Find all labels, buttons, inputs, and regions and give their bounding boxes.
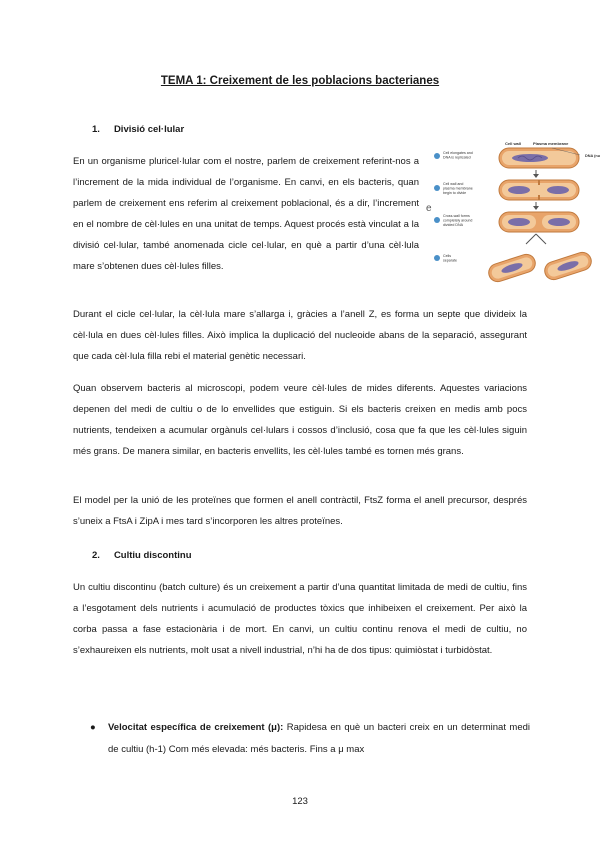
step-3-label: Cross-wall forms completely around divided DNA [443, 214, 473, 227]
paragraph-microscope: Quan observem bacteris al microscopi, podem veure cèl·lules de mides diferents. Aquestes variacions depenen del medi de cultiu o de lo envellides que estiguin. Si els bacteris creixen en medis amb pocs nutrients, tendeixen a acumular orgànuls cel·lulars i cossos d’inclusió, cosa que fa que les cèl·lules siguin més grans. De manera similar, en bacteris envellits, les cèl·lules també es tornen més grans. [73, 383, 527, 457]
bullet-definition: Rapidesa en què un bacteri creix en un determinat medi de cultiu (h-1) Com més elevada: més bacteris. Fins a μ max [108, 722, 530, 755]
section-heading-2 [92, 550, 192, 561]
page-number: 123 [292, 796, 308, 807]
step-1-label: Cell elongates and DNA is replicated [443, 151, 473, 160]
section-title: Divisió cel·lular [113, 124, 185, 135]
step-2-label: Cell wall and plasma membrane begin to divide [443, 182, 473, 195]
paragraph-ftsz: El model per la unió de les proteïnes que formen el anell contràctil, FtsZ forma el anell precursor, després s’uneix a FtsA i ZipA i mes tard s’incorporen les altres proteïnes. [73, 495, 527, 527]
step-4-label: Cells separate [443, 254, 457, 263]
step-1-bullet [434, 153, 440, 159]
figure-label-cell-wall: Cell wall [505, 141, 522, 146]
paragraph-cycle: Durant el cicle cel·lular, la cèl·lula mare s’allarga i, gràcies a l’anell Z, es forma un septe que divideix la cèl·lula en dues cèl·lules filles. Això implica la duplicació del nucleoide abans de la separació, assegurant que cada cèl·lula filla rebi el material genètic necessari. [73, 309, 527, 362]
cell-division-figure [430, 140, 600, 295]
step-3-bullet [434, 217, 440, 223]
figure-edge-letter: e [426, 203, 432, 214]
section-heading-1 [92, 124, 184, 135]
paragraph-intro: En un organisme pluricel·lular com el nostre, parlem de creixement referint-nos a l’increment de la mida individual de l’organisme. En canvi, en els bacteris, quan parlem de creixement ens referim al creixement poblacional, és a dir, l’increment en el nombre de cèl·lules en una unitat de temps. Aquest procés està vinculat a la divisió cel·lular, també anomenada cicle cel·lular, en què a partir d’una cèl·lula mare s’obtenen dues cèl·lules filles. [73, 156, 419, 272]
dna-nucleoid [512, 154, 548, 162]
figure-label-dna: DNA (nu [585, 154, 600, 158]
step-4-bullet [434, 255, 440, 261]
page-title: TEMA 1: Creixement de les poblacions bacterianes [160, 75, 440, 87]
figure-label-plasma-membrane: Plasma membrane [533, 141, 569, 146]
bullet-term: Velocitat específica de creixement (μ): [108, 722, 284, 733]
daughter-cell-right [542, 250, 593, 282]
bullet-text [108, 717, 530, 761]
step-2-bullet [434, 185, 440, 191]
section-number: 2. [92, 550, 100, 561]
daughter-cell-left [486, 252, 537, 284]
section-number: 1. [92, 124, 100, 135]
section-title: Cultiu discontinu [113, 550, 192, 561]
bullet-dot: ● [90, 722, 96, 733]
paragraph-batch-culture: Un cultiu discontinu (batch culture) és un creixement a partir d’una quantitat limitada de medi de cultiu, fins a l’esgotament dels nutrients i acumulació de productes tòxics que inhibeixen el creixement. Per això la corba passa a fase estacionària i de mort. En canvi, un cultiu continu renova el medi de cultiu, no s’exhaureixen els nutrients, molt usat a nivell industrial, n’hi ha de dos tipus: quimiòstat i turbidòstat. [73, 582, 527, 656]
